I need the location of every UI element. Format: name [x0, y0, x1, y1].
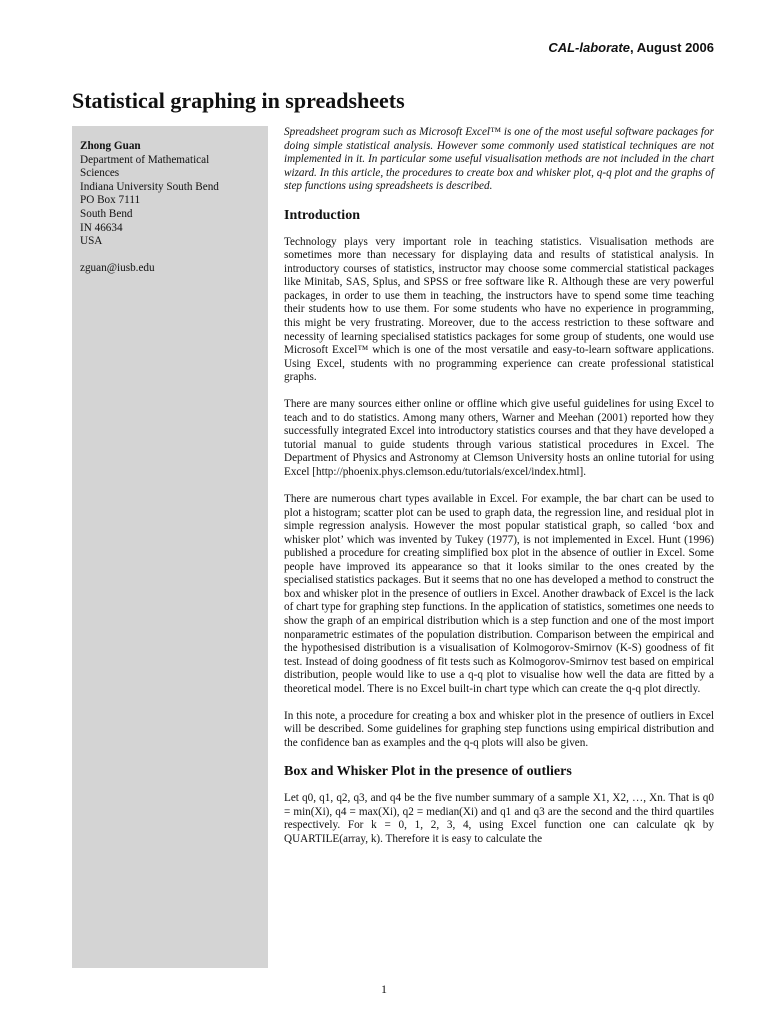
- author-department-line2: Sciences: [80, 167, 120, 180]
- intro-paragraph-1: Technology plays very important role in teaching statistics. Visualisation methods are sometimes more than necessary for displaying data and results of statistical analysis. In introductory courses of statistics, instructor may choose some commercial statistical packages like Minitab, SAS, Splus, and SPSS or free software like R. Although these are very powerful packages, in order to use them in teaching, the instructors have to spend some time teaching their students how to use them. For some students who have no experience in programming, this might be very frustrating. Moreover, due to the access restriction to these software and necessity of learning specialised statistics packages for some group of students, one would use Microsoft Excel™ which is one of the most versatile and easy-to-learn software applications. Using Excel, students with no programming experience can create professional statistical graphs.: [284, 235, 714, 384]
- article-body: [284, 126, 714, 860]
- issue-date: , August 2006: [629, 40, 714, 55]
- intro-paragraph-3: There are numerous chart types available in Excel. For example, the bar chart can be used to plot a histogram; scatter plot can be used to graph data, the regression line, and residual plot in simple regression analysis. However the most popular statistical graph, so called ‘box and whisker plot’ which was invented by Tukey (1977), is not implemented in Excel. Hunt (1996) published a procedure for creating simplified box plot in the absence of outlier in Excel. Some people have improved its appearance so that it looks similar to the ones created by the specialised statistics packages. But it seems that no one has developed a method to construct the box and whisker plot in the presence of outliers in Excel. Another drawback of Excel is the lack of chart type for graphing step functions. In the application of statistics, sometimes one needs to show the graph of an empirical distribution which is a step function and one of the most import nonparametric estimates of the population distribution. Comparison between the empirical and the hypothesised distribution is a visualisation of Kolmogorov-Smirnov (K-S) goodness of fit test. Instead of doing goodness of fit tests such as Kolmogorov-Smirnov test based on empirical distribution, people would like to use a q-q plot to visualise how well the data are fitted by a theoretical model. There is no Excel built-in chart type which can create the q-q plot directly.: [284, 493, 714, 695]
- page-number: 1: [381, 982, 387, 996]
- section-heading-introduction: Introduction: [284, 207, 360, 223]
- author-email: zguan@iusb.edu: [80, 262, 155, 275]
- author-name: Zhong Guan: [80, 140, 141, 152]
- journal-name: CAL-laborate: [548, 40, 630, 55]
- abstract: Spreadsheet program such as Microsoft Excel™ is one of the most useful software packages for doing simple statistical analysis. However some commonly used statistical techniques are not implemented in it. In particular some useful visualisation methods are not included in the chart wizard. In this article, the procedures to create box and whisker plot, q-q plot and the graphs of step functions using spreadsheets is described.: [284, 126, 714, 193]
- author-sidebar: [72, 126, 268, 968]
- author-state: IN 46634: [80, 221, 123, 234]
- author-city: South Bend: [80, 207, 133, 220]
- author-po-box: PO Box 7111: [80, 194, 141, 207]
- author-country: USA: [80, 235, 103, 248]
- author-department-line1: Department of Mathematical: [80, 153, 210, 166]
- article-title: Statistical graphing in spreadsheets: [72, 88, 405, 113]
- intro-paragraph-2: There are many sources either online or offline which give useful guidelines for using Excel to teach and to do statistics. Among many others, Warner and Meehan (2001) reported how they successfully integrated Excel into introductory statistics courses and that they have developed a tutorial manual to guide students through various statistical procedures in Excel. The Department of Physics and Astronomy at Clemson University hosts an online tutorial for using Excel [http://phoenix.phys.clemson.edu/tutorials/excel/index.html].: [284, 398, 714, 478]
- intro-paragraph-4: In this note, a procedure for creating a box and whisker plot in the presence of outliers in Excel will be described. Some guidelines for graphing step functions using empirical distribution and the confidence ban as examples and the q-q plots will also be given.: [284, 709, 714, 749]
- author-university: Indiana University South Bend: [80, 180, 219, 193]
- running-header: [548, 40, 714, 55]
- box-paragraph-1: Let q0, q1, q2, q3, and q4 be the five number summary of a sample X1, X2, …, Xn. That is q0 = min(Xi), q4 = max(Xi), q2 = median(Xi) and q1 and q3 are the second and the third quartiles respectively. For k = 0, 1, 2, 3, 4, using Excel function one can calculate qk by QUARTILE(array, k). Therefore it is easy to calculate the: [284, 792, 714, 846]
- section-heading-box-whisker: Box and Whisker Plot in the presence of outliers: [284, 764, 572, 780]
